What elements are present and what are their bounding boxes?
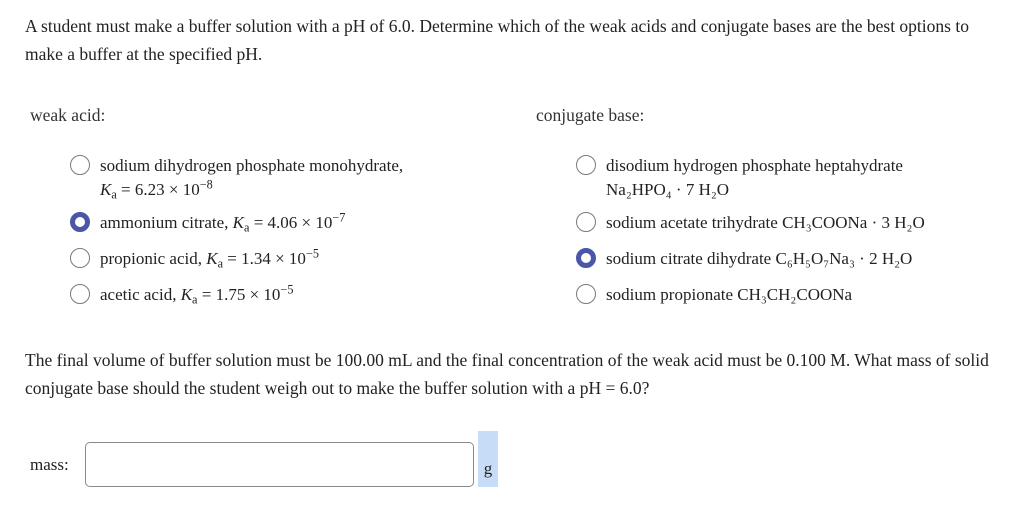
radio-button-selected[interactable] [576, 248, 596, 268]
radio-button[interactable] [576, 284, 596, 304]
chemical-formula: CH₃COONa · 3 H₂O [782, 213, 925, 232]
option-label: sodium dihydrogen phosphate monohydrate, $K_a = 6.23 \times 10^{-8}$ [100, 156, 404, 202]
unit-label: g [478, 431, 498, 487]
option-label: disodium hydrogen phosphate heptahydrate Na₂HPO₄ · 7 H₂O [606, 156, 903, 199]
radio-button[interactable] [70, 248, 90, 268]
chemical-formula: Na₂HPO₄ · 7 H₂O [606, 180, 730, 199]
option-label: acetic acid, $K_a = 1.75 \times 10^{-5}$ [100, 282, 294, 307]
mass-label: mass: [30, 455, 69, 474]
option-label: sodium citrate dihydrate C₆H₅O₇Na₃ · 2 H₂O [606, 249, 913, 268]
radio-button-selected[interactable] [70, 212, 90, 232]
option-label: ammonium citrate, $K_a = 4.06 \times 10^{-7}$ [100, 210, 346, 235]
chemical-formula: C₆H₅O₇Na₃ · 2 H₂O [775, 249, 913, 268]
radio-button[interactable] [70, 284, 90, 304]
radio-button[interactable] [576, 155, 596, 175]
mass-input[interactable] [85, 442, 474, 487]
option-label: sodium acetate trihydrate CH₃COONa · 3 H₂O [606, 213, 925, 232]
radio-button[interactable] [70, 155, 90, 175]
conjugate-base-heading: conjugate base: [536, 105, 645, 125]
option-label: sodium propionate CH₃CH₂COONa [606, 285, 853, 304]
chemical-formula: CH₃CH₂COONa [737, 285, 853, 304]
radio-button[interactable] [576, 212, 596, 232]
option-label: propionic acid, $K_a = 1.34 \times 10^{-5}$ [100, 246, 319, 271]
question-mass: The final volume of buffer solution must be 100.00 mL and the final concentration of the weak acid must be 0.100 M. What mass of solid conjugate base should the student weigh out to make the buffer solution with a pH = 6.0? [25, 350, 989, 398]
weak-acid-heading: weak acid: [30, 105, 106, 125]
question-intro: A student must make a buffer solution with a pH of 6.0. Determine which of the weak acids and conjugate bases are the best options to make a buffer at the specified pH. [25, 16, 969, 64]
